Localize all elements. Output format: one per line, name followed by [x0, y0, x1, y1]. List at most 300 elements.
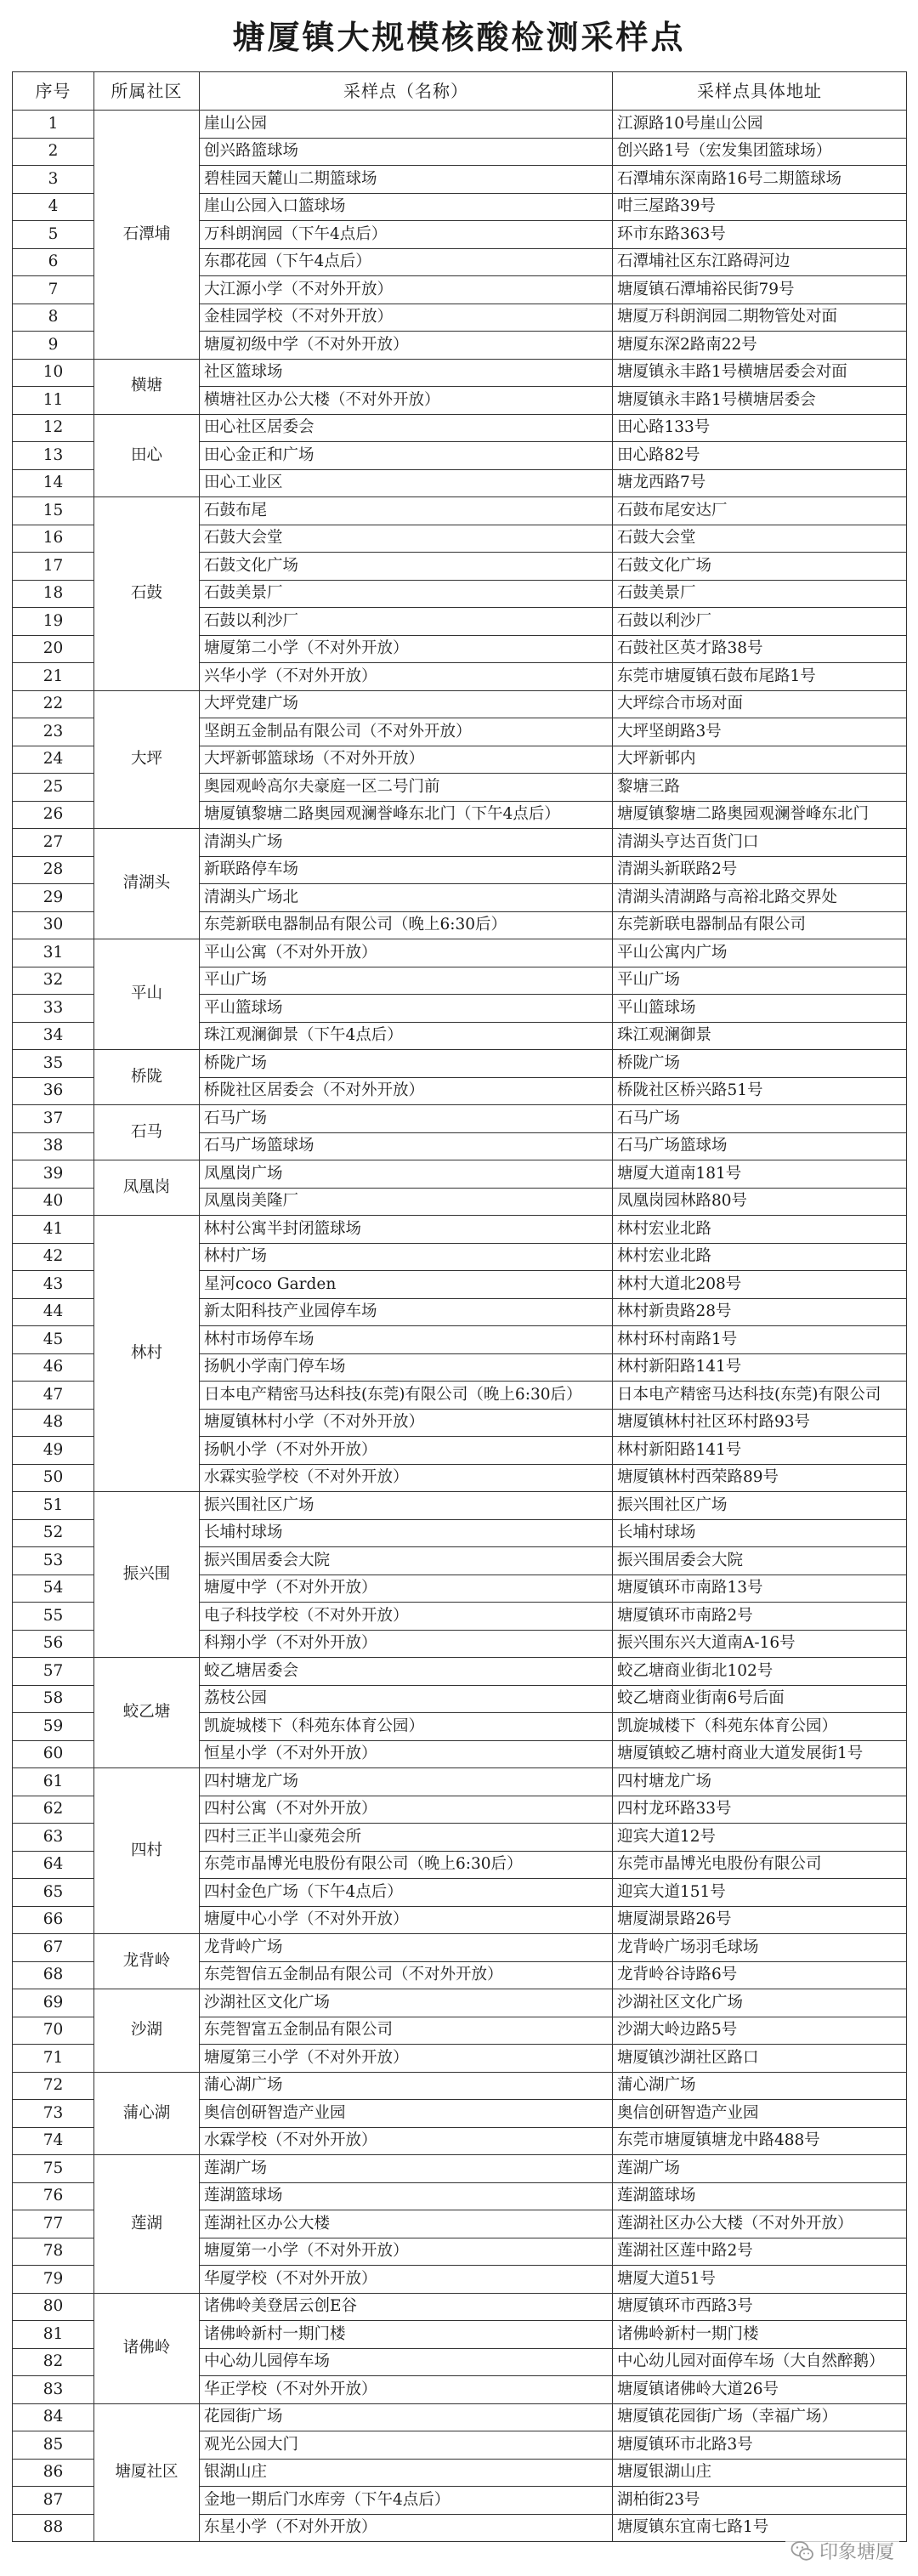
row-number: 41 [13, 1216, 94, 1244]
row-number: 76 [13, 2182, 94, 2210]
row-number: 70 [13, 2017, 94, 2045]
community-cell: 龙背岭 [94, 1934, 200, 1989]
site-name: 凯旋城楼下（科苑东体育公园） [200, 1713, 613, 1741]
row-number: 14 [13, 469, 94, 497]
site-name: 长埔村球场 [200, 1519, 613, 1547]
row-number: 85 [13, 2431, 94, 2460]
site-address: 清湖头新联路2号 [613, 856, 907, 884]
site-name: 塘厦镇林村小学（不对外开放） [200, 1409, 613, 1437]
site-name: 四村金色广场（下午4点后） [200, 1879, 613, 1907]
row-number: 1 [13, 111, 94, 139]
site-name: 清湖头广场北 [200, 884, 613, 912]
site-name: 诸佛岭美登居云创E谷 [200, 2293, 613, 2321]
site-address: 桥陇社区桥兴路51号 [613, 1077, 907, 1105]
site-address: 石鼓布尾安达厂 [613, 497, 907, 525]
row-number: 39 [13, 1160, 94, 1189]
row-number: 37 [13, 1105, 94, 1133]
row-number: 82 [13, 2348, 94, 2376]
table-row [13, 414, 907, 442]
site-name: 东郡花园（下午4点后） [200, 248, 613, 276]
community-cell: 四村 [94, 1768, 200, 1934]
site-name: 兴华小学（不对外开放） [200, 663, 613, 691]
site-name: 恒星小学（不对外开放） [200, 1740, 613, 1768]
wechat-icon [790, 2539, 814, 2563]
row-number: 78 [13, 2238, 94, 2266]
site-address: 林村环村南路1号 [613, 1326, 907, 1354]
site-address: 蛟乙塘商业街北102号 [613, 1658, 907, 1686]
site-name: 振兴围社区广场 [200, 1492, 613, 1520]
community-cell: 石鼓 [94, 497, 200, 691]
site-address: 莲湖篮球场 [613, 2182, 907, 2210]
site-address: 大坪新邨内 [613, 746, 907, 774]
site-name: 中心幼儿园停车场 [200, 2348, 613, 2376]
site-address: 田心路82号 [613, 442, 907, 470]
site-address: 林村宏业北路 [613, 1243, 907, 1271]
site-name: 桥陇社区居委会（不对外开放） [200, 1077, 613, 1105]
site-name: 电子科技学校（不对外开放） [200, 1603, 613, 1631]
table-row [13, 1160, 907, 1189]
table-body [13, 111, 907, 2542]
site-address: 日本电产精密马达科技(东莞)有限公司 [613, 1382, 907, 1410]
site-name: 诸佛岭新村一期门楼 [200, 2321, 613, 2349]
row-number: 61 [13, 1768, 94, 1796]
site-address: 塘厦镇环市南路2号 [613, 1603, 907, 1631]
site-name: 振兴围居委会大院 [200, 1547, 613, 1575]
site-name: 塘厦第三小学（不对外开放） [200, 2045, 613, 2073]
site-address: 塘厦东深2路南22号 [613, 332, 907, 360]
row-number: 62 [13, 1796, 94, 1824]
site-address: 塘厦镇沙湖社区路口 [613, 2045, 907, 2073]
row-number: 69 [13, 1989, 94, 2017]
site-address: 凯旋城楼下（科苑东体育公园） [613, 1713, 907, 1741]
community-cell: 诸佛岭 [94, 2293, 200, 2403]
site-address: 林村宏业北路 [613, 1216, 907, 1244]
site-address: 清湖头清湖路与高裕北路交界处 [613, 884, 907, 912]
row-number: 53 [13, 1547, 94, 1575]
row-number: 26 [13, 801, 94, 829]
table-header [13, 72, 907, 111]
community-cell: 蛟乙塘 [94, 1658, 200, 1768]
row-number: 86 [13, 2459, 94, 2487]
site-address: 林村新阳路141号 [613, 1437, 907, 1465]
row-number: 24 [13, 746, 94, 774]
site-address: 石马广场篮球场 [613, 1132, 907, 1160]
site-address: 长埔村球场 [613, 1519, 907, 1547]
community-cell: 石马 [94, 1105, 200, 1160]
row-number: 12 [13, 414, 94, 442]
table-row [13, 2072, 907, 2100]
site-name: 华正学校（不对外开放） [200, 2376, 613, 2404]
row-number: 6 [13, 248, 94, 276]
site-address: 沙湖大岭边路5号 [613, 2017, 907, 2045]
site-name: 荔枝公园 [200, 1685, 613, 1713]
row-number: 11 [13, 387, 94, 415]
row-number: 27 [13, 829, 94, 857]
site-address: 大坪综合市场对面 [613, 690, 907, 718]
site-address: 莲湖社区办公大楼（不对外开放） [613, 2210, 907, 2238]
site-address: 创兴路1号（宏发集团篮球场） [613, 138, 907, 166]
table-row [13, 2155, 907, 2183]
site-address: 振兴围社区广场 [613, 1492, 907, 1520]
site-address: 莲湖广场 [613, 2155, 907, 2183]
row-number: 74 [13, 2127, 94, 2155]
row-number: 25 [13, 774, 94, 802]
row-number: 13 [13, 442, 94, 470]
site-address: 东莞市塘厦镇石鼓布尾路1号 [613, 663, 907, 691]
site-name: 水霖学校（不对外开放） [200, 2127, 613, 2155]
page-title: 塘厦镇大规模核酸检测采样点 [232, 17, 686, 56]
row-number: 48 [13, 1409, 94, 1437]
site-address: 江源路10号崖山公园 [613, 111, 907, 139]
row-number: 80 [13, 2293, 94, 2321]
site-name: 塘厦第一小学（不对外开放） [200, 2238, 613, 2266]
row-number: 28 [13, 856, 94, 884]
site-name: 水霖实验学校（不对外开放） [200, 1464, 613, 1492]
row-number: 44 [13, 1298, 94, 1326]
row-number: 73 [13, 2100, 94, 2128]
site-address: 大坪坚朗路3号 [613, 718, 907, 746]
header-no: 序号 [13, 72, 94, 111]
site-address: 黎塘三路 [613, 774, 907, 802]
row-number: 68 [13, 1961, 94, 1989]
row-number: 43 [13, 1271, 94, 1299]
site-address: 沙湖社区文化广场 [613, 1989, 907, 2017]
site-name: 林村广场 [200, 1243, 613, 1271]
site-address: 蒲心湖广场 [613, 2072, 907, 2100]
site-name: 龙背岭广场 [200, 1934, 613, 1962]
site-address: 桥陇广场 [613, 1050, 907, 1078]
row-number: 81 [13, 2321, 94, 2349]
community-cell: 清湖头 [94, 829, 200, 939]
site-address: 东莞市塘厦镇塘龙中路488号 [613, 2127, 907, 2155]
table-row [13, 111, 907, 139]
table-row [13, 359, 907, 387]
row-number: 65 [13, 1879, 94, 1907]
site-address: 塘厦镇林村社区环村路93号 [613, 1409, 907, 1437]
row-number: 77 [13, 2210, 94, 2238]
site-name: 奥园观岭高尔夫豪庭一区二号门前 [200, 774, 613, 802]
site-address: 平山篮球场 [613, 995, 907, 1023]
site-name: 蒲心湖广场 [200, 2072, 613, 2100]
site-address: 塘厦万科朗润园二期物管处对面 [613, 304, 907, 332]
site-name: 清湖头广场 [200, 829, 613, 857]
row-number: 71 [13, 2045, 94, 2073]
site-name: 田心金正和广场 [200, 442, 613, 470]
row-number: 35 [13, 1050, 94, 1078]
site-name: 莲湖广场 [200, 2155, 613, 2183]
site-address: 振兴围居委会大院 [613, 1547, 907, 1575]
site-address: 塘厦镇东宜南七路1号 [613, 2514, 907, 2542]
row-number: 63 [13, 1824, 94, 1852]
row-number: 47 [13, 1382, 94, 1410]
table-row [13, 1105, 907, 1133]
site-address: 龙背岭谷诗路6号 [613, 1961, 907, 1989]
site-name: 塘厦镇黎塘二路奥园观澜誉峰东北门（下午4点后） [200, 801, 613, 829]
row-number: 83 [13, 2376, 94, 2404]
row-number: 38 [13, 1132, 94, 1160]
site-address: 迎宾大道151号 [613, 1879, 907, 1907]
row-number: 10 [13, 359, 94, 387]
site-address: 平山广场 [613, 967, 907, 995]
site-address: 蛟乙塘商业街南6号后面 [613, 1685, 907, 1713]
site-address: 迎宾大道12号 [613, 1824, 907, 1852]
row-number: 64 [13, 1851, 94, 1879]
site-name: 社区篮球场 [200, 359, 613, 387]
table-row [13, 1934, 907, 1962]
site-name: 金桂园学校（不对外开放） [200, 304, 613, 332]
site-name: 金地一期后门水库旁（下午4点后） [200, 2487, 613, 2515]
row-number: 29 [13, 884, 94, 912]
site-address: 塘厦镇环市南路13号 [613, 1575, 907, 1603]
row-number: 16 [13, 525, 94, 553]
site-address: 清湖头亨达百货门口 [613, 829, 907, 857]
site-name: 珠江观澜御景（下午4点后） [200, 1022, 613, 1050]
row-number: 4 [13, 193, 94, 221]
header-site-address: 采样点具体地址 [613, 72, 907, 111]
site-address: 田心路133号 [613, 414, 907, 442]
site-name: 平山广场 [200, 967, 613, 995]
table-row [13, 1989, 907, 2017]
watermark-text: 印象塘厦 [819, 2542, 894, 2563]
row-number: 32 [13, 967, 94, 995]
site-name: 扬帆小学南门停车场 [200, 1353, 613, 1382]
row-number: 67 [13, 1934, 94, 1962]
site-address: 塘厦镇花园街广场（幸福广场） [613, 2403, 907, 2431]
row-number: 18 [13, 580, 94, 608]
row-number: 42 [13, 1243, 94, 1271]
row-number: 51 [13, 1492, 94, 1520]
site-address: 石鼓美景厂 [613, 580, 907, 608]
site-name: 石鼓大会堂 [200, 525, 613, 553]
site-name: 莲湖篮球场 [200, 2182, 613, 2210]
site-address: 塘厦镇环市北路3号 [613, 2431, 907, 2460]
site-name: 奥信创研智造产业园 [200, 2100, 613, 2128]
site-address: 石潭埔东深南路16号二期篮球场 [613, 166, 907, 194]
site-address: 塘厦镇永丰路1号横塘居委会对面 [613, 359, 907, 387]
site-name: 大坪党建广场 [200, 690, 613, 718]
community-cell: 凤凰岗 [94, 1160, 200, 1216]
table-row [13, 829, 907, 857]
row-number: 79 [13, 2266, 94, 2294]
site-address: 塘厦银湖山庄 [613, 2459, 907, 2487]
site-address: 石鼓大会堂 [613, 525, 907, 553]
row-number: 75 [13, 2155, 94, 2183]
row-number: 56 [13, 1630, 94, 1658]
community-cell: 塘厦社区 [94, 2403, 200, 2542]
site-address: 中心幼儿园对面停车场（大自然醉鹅） [613, 2348, 907, 2376]
site-name: 新联路停车场 [200, 856, 613, 884]
row-number: 45 [13, 1326, 94, 1354]
row-number: 8 [13, 304, 94, 332]
site-address: 石鼓以利沙厂 [613, 608, 907, 636]
site-name: 日本电产精密马达科技(东莞)有限公司（晚上6:30后） [200, 1382, 613, 1410]
site-name: 碧桂园天麓山二期篮球场 [200, 166, 613, 194]
site-name: 石马广场篮球场 [200, 1132, 613, 1160]
site-name: 石鼓布尾 [200, 497, 613, 525]
site-name: 莲湖社区办公大楼 [200, 2210, 613, 2238]
site-name: 塘厦中心小学（不对外开放） [200, 1906, 613, 1934]
community-cell: 平山 [94, 939, 200, 1050]
site-name: 东莞智富五金制品有限公司 [200, 2017, 613, 2045]
site-name: 平山公寓（不对外开放） [200, 939, 613, 967]
row-number: 72 [13, 2072, 94, 2100]
row-number: 36 [13, 1077, 94, 1105]
site-address: 塘厦镇诸佛岭大道26号 [613, 2376, 907, 2404]
site-name: 林村市场停车场 [200, 1326, 613, 1354]
site-address: 塘厦镇蛟乙塘村商业大道发展街1号 [613, 1740, 907, 1768]
community-cell: 振兴围 [94, 1492, 200, 1658]
site-name: 新太阳科技产业园停车场 [200, 1298, 613, 1326]
site-name: 观光公园大门 [200, 2431, 613, 2460]
site-name: 银湖山庄 [200, 2459, 613, 2487]
row-number: 60 [13, 1740, 94, 1768]
site-address: 奥信创研智造产业园 [613, 2100, 907, 2128]
watermark [785, 2536, 899, 2566]
site-name: 林村公寓半封闭篮球场 [200, 1216, 613, 1244]
site-address: 石马广场 [613, 1105, 907, 1133]
table-row [13, 939, 907, 967]
table-row [13, 2403, 907, 2431]
community-cell: 石潭埔 [94, 111, 200, 360]
site-address: 林村新贵路28号 [613, 1298, 907, 1326]
site-address: 林村大道北208号 [613, 1271, 907, 1299]
header-site-name: 采样点（名称） [200, 72, 613, 111]
site-name: 田心社区居委会 [200, 414, 613, 442]
community-cell: 林村 [94, 1216, 200, 1492]
header-community: 所属社区 [94, 72, 200, 111]
community-cell: 蒲心湖 [94, 2072, 200, 2155]
row-number: 50 [13, 1464, 94, 1492]
table-row [13, 1216, 907, 1244]
header-row [13, 72, 907, 111]
row-number: 55 [13, 1603, 94, 1631]
site-name: 东星小学（不对外开放） [200, 2514, 613, 2542]
site-address: 塘厦镇黎塘二路奥园观澜誉峰东北门 [613, 801, 907, 829]
row-number: 5 [13, 221, 94, 249]
site-name: 石马广场 [200, 1105, 613, 1133]
row-number: 46 [13, 1353, 94, 1382]
site-address: 咁三屋路39号 [613, 193, 907, 221]
row-number: 58 [13, 1685, 94, 1713]
site-address: 珠江观澜御景 [613, 1022, 907, 1050]
site-name: 扬帆小学（不对外开放） [200, 1437, 613, 1465]
row-number: 88 [13, 2514, 94, 2542]
site-name: 凤凰岗广场 [200, 1160, 613, 1189]
row-number: 52 [13, 1519, 94, 1547]
row-number: 2 [13, 138, 94, 166]
row-number: 22 [13, 690, 94, 718]
site-address: 塘厦镇林村西荣路89号 [613, 1464, 907, 1492]
row-number: 3 [13, 166, 94, 194]
site-name: 沙湖社区文化广场 [200, 1989, 613, 2017]
sampling-sites-table [12, 71, 907, 2542]
row-number: 84 [13, 2403, 94, 2431]
site-name: 田心工业区 [200, 469, 613, 497]
row-number: 7 [13, 276, 94, 304]
site-name: 石鼓美景厂 [200, 580, 613, 608]
row-number: 87 [13, 2487, 94, 2515]
site-address: 环市东路363号 [613, 221, 907, 249]
site-name: 东莞市晶博光电股份有限公司（晚上6:30后） [200, 1851, 613, 1879]
site-address: 莲湖社区莲中路2号 [613, 2238, 907, 2266]
table-row [13, 690, 907, 718]
community-cell: 横塘 [94, 359, 200, 414]
row-number: 21 [13, 663, 94, 691]
site-name: 东莞智信五金制品有限公司（不对外开放） [200, 1961, 613, 1989]
table-row [13, 497, 907, 525]
site-address: 塘厦湖景路26号 [613, 1906, 907, 1934]
site-address: 塘厦镇石潭埔裕民街79号 [613, 276, 907, 304]
site-name: 平山篮球场 [200, 995, 613, 1023]
row-number: 20 [13, 635, 94, 663]
row-number: 49 [13, 1437, 94, 1465]
row-number: 66 [13, 1906, 94, 1934]
site-address: 塘龙西路7号 [613, 469, 907, 497]
table-row [13, 1658, 907, 1686]
row-number: 57 [13, 1658, 94, 1686]
table-row [13, 1050, 907, 1078]
site-name: 塘厦初级中学（不对外开放） [200, 332, 613, 360]
site-address: 龙背岭广场羽毛球场 [613, 1934, 907, 1962]
site-name: 创兴路篮球场 [200, 138, 613, 166]
site-name: 凤凰岗美隆厂 [200, 1188, 613, 1216]
site-address: 石潭埔社区东江路碍河边 [613, 248, 907, 276]
site-name: 四村塘龙广场 [200, 1768, 613, 1796]
site-name: 华厦学校（不对外开放） [200, 2266, 613, 2294]
site-name: 塘厦中学（不对外开放） [200, 1575, 613, 1603]
row-number: 23 [13, 718, 94, 746]
site-name: 大坪新邨篮球场（不对外开放） [200, 746, 613, 774]
table-row [13, 1492, 907, 1520]
site-address: 湖柏街23号 [613, 2487, 907, 2515]
site-address: 四村塘龙广场 [613, 1768, 907, 1796]
site-address: 东莞新联电器制品有限公司 [613, 911, 907, 939]
row-number: 9 [13, 332, 94, 360]
site-name: 星河coco Garden [200, 1271, 613, 1299]
table-row [13, 2293, 907, 2321]
site-name: 花园街广场 [200, 2403, 613, 2431]
row-number: 34 [13, 1022, 94, 1050]
site-name: 科翔小学（不对外开放） [200, 1630, 613, 1658]
row-number: 30 [13, 911, 94, 939]
site-name: 塘厦第二小学（不对外开放） [200, 635, 613, 663]
site-name: 横塘社区办公大楼（不对外开放） [200, 387, 613, 415]
site-address: 诸佛岭新村一期门楼 [613, 2321, 907, 2349]
site-address: 凤凰岗园林路80号 [613, 1188, 907, 1216]
site-address: 平山公寓内广场 [613, 939, 907, 967]
site-name: 石鼓以利沙厂 [200, 608, 613, 636]
site-name: 崖山公园 [200, 111, 613, 139]
row-number: 40 [13, 1188, 94, 1216]
site-name: 桥陇广场 [200, 1050, 613, 1078]
site-address: 四村龙环路33号 [613, 1796, 907, 1824]
community-cell: 大坪 [94, 690, 200, 829]
row-number: 31 [13, 939, 94, 967]
row-number: 59 [13, 1713, 94, 1741]
site-name: 四村三正半山豪苑会所 [200, 1824, 613, 1852]
community-cell: 沙湖 [94, 1989, 200, 2073]
row-number: 15 [13, 497, 94, 525]
row-number: 19 [13, 608, 94, 636]
row-number: 54 [13, 1575, 94, 1603]
site-address: 塘厦大道51号 [613, 2266, 907, 2294]
site-name: 万科朗润园（下午4点后） [200, 221, 613, 249]
site-name: 蛟乙塘居委会 [200, 1658, 613, 1686]
row-number: 33 [13, 995, 94, 1023]
community-cell: 田心 [94, 414, 200, 497]
site-name: 大江源小学（不对外开放） [200, 276, 613, 304]
site-name: 东莞新联电器制品有限公司（晚上6:30后） [200, 911, 613, 939]
